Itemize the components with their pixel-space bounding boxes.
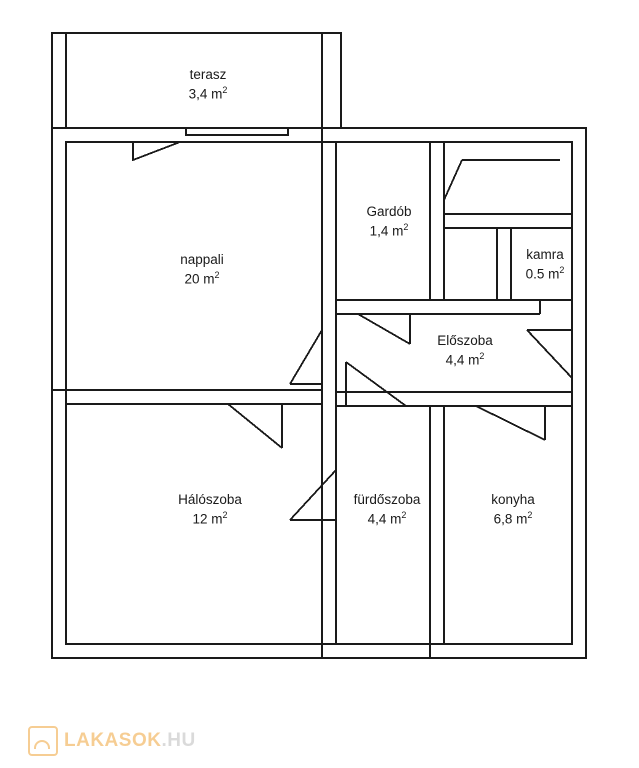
door-haloszoba bbox=[228, 404, 282, 448]
interior-wall-horizontal-left bbox=[52, 390, 322, 404]
room-area: 4,4 $m^2$ bbox=[445, 351, 485, 368]
interior-walls-gardob bbox=[336, 142, 572, 314]
door-nappali-hall bbox=[290, 330, 322, 385]
room-name: Gardób bbox=[366, 204, 412, 220]
room-name: konyha bbox=[491, 492, 535, 508]
room-name: nappali bbox=[180, 252, 224, 268]
door-haloszoba-corridor bbox=[290, 470, 336, 520]
room-area: 1,4 $m^2$ bbox=[369, 222, 409, 239]
room-area: 0.5 $m^2$ bbox=[525, 265, 565, 282]
room-area: 12 $m^2$ bbox=[192, 510, 228, 527]
room-area: 20 $m^2$ bbox=[184, 270, 220, 287]
room-area: 4,4 $m^2$ bbox=[367, 510, 407, 527]
door-gardob bbox=[358, 314, 410, 344]
interior-walls-kamra bbox=[540, 300, 572, 314]
watermark-text: LAKASOK.HU bbox=[64, 730, 196, 751]
door-kamra bbox=[527, 330, 572, 378]
interior-wall-horizontal-right bbox=[336, 392, 572, 406]
watermark bbox=[28, 726, 196, 756]
room-area: 3,4 $m^2$ bbox=[188, 85, 228, 102]
room-outline-terasz bbox=[52, 33, 341, 128]
room-name: kamra bbox=[526, 247, 564, 263]
interior-wall-bath-kitchen bbox=[430, 406, 444, 658]
door-nappali-top bbox=[133, 142, 180, 160]
room-name: Előszoba bbox=[437, 333, 493, 349]
room-name: fürdőszoba bbox=[353, 492, 421, 508]
house-logo-icon bbox=[28, 726, 58, 756]
room-name: Hálószoba bbox=[178, 492, 242, 508]
room-name: terasz bbox=[189, 67, 227, 83]
door-konyha bbox=[476, 406, 545, 440]
door-furdoszoba bbox=[346, 362, 406, 406]
door-upper-right bbox=[444, 160, 560, 200]
interior-wall-vertical-left bbox=[322, 128, 336, 658]
room-area: 6,8 $m^2$ bbox=[493, 510, 533, 527]
